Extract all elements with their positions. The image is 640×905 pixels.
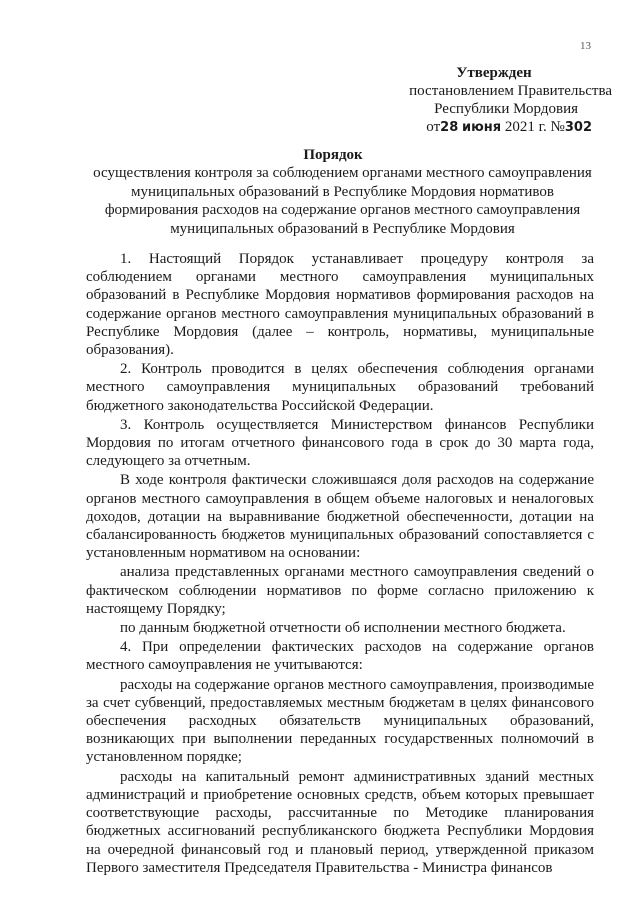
approval-line-2: Республики Мордовия bbox=[434, 101, 578, 117]
decree-number: 302 bbox=[564, 120, 592, 135]
approval-block bbox=[378, 64, 618, 137]
date-month: июня bbox=[462, 120, 502, 135]
paragraph-6: по данным бюджетной отчетности об исполнении местного бюджета. bbox=[120, 620, 566, 637]
document-body bbox=[86, 250, 594, 877]
date-prefix: от bbox=[426, 119, 441, 135]
approval-line-1: постановлением Правительства bbox=[409, 83, 612, 99]
paragraph-9: расходы на капитальный ремонт административных зданий местных администраций и приобретение основных средств, объем которых превышает соответствующие расходы, рассчитанные по Методике планирования бюджетных ассигнований республиканского бюджета Республики Мордовия на очередной финансовый год и плановый период, утвержденной приказом Первого заместителя Председателя Правительства - Министра финансов bbox=[86, 768, 594, 876]
paragraph-5: анализа представленных органами местного самоуправления сведений о фактическом соблюдении нормативов по форме согласно приложению к настоящему Порядку; bbox=[86, 564, 594, 617]
document-title: Порядок bbox=[303, 147, 363, 163]
paragraph-2: 2. Контроль проводится в целях обеспечения соблюдения органами местного самоуправления муниципальных образований требований бюджетного законодательства Российской Федерации. bbox=[86, 361, 594, 414]
paragraph-1: 1. Настоящий Порядок устанавливает процедуру контроля за соблюдением органами местного самоуправления муниципальных образований в Республике Мордовия нормативов формирования расходов на содержание органов местного самоуправления муниципальных образований в Республике Мордовия (далее – контроль, нормативы, муниципальные образования). bbox=[86, 251, 594, 359]
paragraph-7: 4. При определении фактических расходов на содержание органов местного самоуправления не учитываются: bbox=[86, 639, 594, 674]
paragraph-3: 3. Контроль осуществляется Министерством финансов Республики Мордовия по итогам отчетного финансового года в срок до 30 марта года, следующего за отчетным. bbox=[86, 416, 594, 470]
approved-label: Утвержден bbox=[456, 65, 532, 81]
paragraph-4: В ходе контроля фактически сложившаяся доля расходов на содержание органов местного самоуправления в общем объеме налоговых и неналоговых доходов, дотации на выравнивание бюджетной обеспеченности, дотации на сбалансированность бюджетов муниципальных образований сопоставляется с установленным нормативом на основании: bbox=[86, 472, 594, 562]
date-year: 2021 г. № bbox=[504, 119, 565, 135]
page-number: 13 bbox=[580, 40, 591, 52]
date-day: 28 bbox=[440, 120, 459, 135]
paragraph-8: расходы на содержание органов местного самоуправления, производимые за счет субвенций, предоставляемых местным бюджетам в целях финансового обеспечения расходных обязательств муниципальных образований, возникающих при выполнении переданных государственных полномочий в установленном порядке; bbox=[86, 676, 594, 766]
document-subtitle: осуществления контроля за соблюдением органами местного самоуправления муниципальных образований в Республике Мордовия нормативов формирования расходов на содержание органов местного самоуправления муниципальных образований в Республике Мордовия bbox=[93, 165, 592, 237]
approval-date-line bbox=[378, 118, 618, 137]
